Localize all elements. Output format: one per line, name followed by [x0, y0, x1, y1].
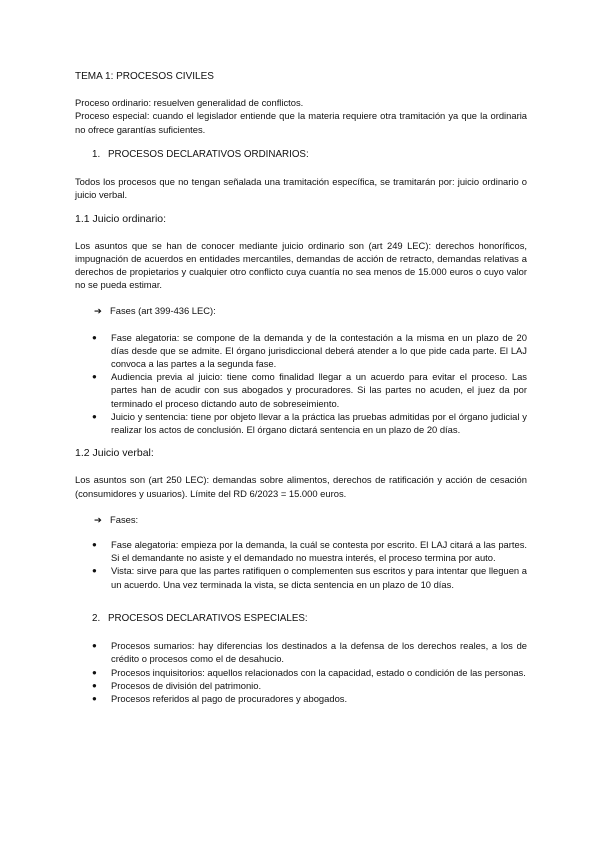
- paragraph-section1: Todos los procesos que no tengan señalada una tramitación específica, se tramitarán por: juicio ordinario o juicio verbal.: [75, 176, 527, 201]
- list-item: ● Fase alegatoria: se compone de la demanda y de la contestación a la misma en un plazo de 20 días desde que se admite. El órgano jurisdiccional deberá atender a lo que pide cada parte. El LAJ convoca a las partes a la segunda fase.: [92, 331, 527, 370]
- bullet-icon: ●: [92, 411, 97, 421]
- document-content: [75, 70, 527, 705]
- list-item: ● Audiencia previa al juicio: tiene como finalidad llegar a un acuerdo para evitar el proceso. Las partes han de acudir con sus abogados y procuradores. Si las partes no acuden, el juez da por terminado el proceso dictando auto de sobreseimiento.: [92, 371, 527, 409]
- section-heading-2: [75, 612, 527, 625]
- bullet-icon: ●: [92, 372, 97, 382]
- bullet-icon: ●: [92, 566, 97, 576]
- section-title: PROCESOS DECLARATIVOS ORDINARIOS:: [108, 148, 309, 160]
- list-item: ● Procesos inquisitorios: aquellos relacionados con la capacidad, estado o condición de las personas.: [92, 666, 526, 678]
- section-number: 2.: [92, 612, 101, 624]
- bullet-icon: ●: [92, 693, 97, 703]
- document-title: TEMA 1: PROCESOS CIVILES: [75, 71, 214, 82]
- bullet-icon: ●: [92, 332, 97, 342]
- fases-list-ordinario: [75, 331, 527, 437]
- paragraph-juicio-ordinario: Los asuntos que se han de conocer mediante juicio ordinario son (art 249 LEC): derechos honoríficos, impugnación de acuerdos en entidades mercantiles, demandas de acción de retracto, demandas relativas a derechos de propietarios y cualquier otro conflicto cuya cuantía no sea menos de 15.000 euros o cuyo valor no se pueda estimar.: [75, 239, 527, 291]
- list-item: ● Procesos referidos al pago de procuradores y abogados.: [92, 692, 348, 704]
- fases-list-verbal: [75, 538, 527, 591]
- subheading-1-2: 1.2 Juicio verbal:: [75, 447, 154, 460]
- section-number: 1.: [92, 148, 101, 160]
- fases-heading-verbal: [75, 513, 527, 526]
- arrow-icon: ➔: [94, 513, 102, 525]
- arrow-icon: ➔: [94, 305, 102, 317]
- bullet-icon: ●: [92, 641, 97, 651]
- list-item: ● Procesos de división del patrimonio.: [92, 679, 262, 691]
- fases-heading-ordinario: [75, 304, 527, 317]
- paragraph-juicio-verbal: Los asuntos son (art 250 LEC): demandas sobre alimentos, derechos de ratificación y acción de cesación (consumidores y usuarios). Límite del RD 6/2023 = 15.000 euros.: [75, 474, 527, 499]
- paragraph-intro-ordinario: Proceso ordinario: resuelven generalidad de conflictos.: [75, 97, 304, 109]
- bullet-icon: ●: [92, 540, 97, 550]
- paragraph-intro-especial: Proceso especial: cuando el legislador entiende que la materia requiere otra tramitación ya que la ordinaria no ofrece garantías suficientes.: [75, 110, 527, 135]
- section-title: PROCESOS DECLARATIVOS ESPECIALES:: [108, 612, 308, 624]
- list-item: ● Juicio y sentencia: tiene por objeto llevar a la práctica las pruebas admitidas por el órgano judicial y realizar los actos de conclusión. El órgano dictará sentencia en un plazo de 20 días.: [92, 410, 527, 436]
- especiales-list: [75, 639, 527, 705]
- fases-label: Fases (art 399-436 LEC):: [110, 305, 216, 317]
- section-heading-1: [75, 148, 527, 161]
- list-item: ● Vista: sirve para que las partes ratifiquen o complementen sus escritos y para intentar que lleguen a un acuerdo. Una vez terminada la vista, se dicta sentencia en un plazo de 10 días.: [92, 565, 527, 590]
- subheading-1-1: 1.1 Juicio ordinario:: [75, 213, 167, 226]
- list-item: ● Fase alegatoria: empieza por la demanda, la cuál se contesta por escrito. El LAJ citará a las partes. Si el demandante no asiste y el demandado no muestra interés, el proceso termina por auto.: [92, 539, 527, 564]
- fases-label: Fases:: [110, 513, 139, 525]
- bullet-icon: ●: [92, 680, 97, 690]
- bullet-icon: ●: [92, 667, 97, 677]
- list-item: ● Procesos sumarios: hay diferencias los destinados a la defensa de los derechos reales, a los de crédito o procesos como el de desahucio.: [92, 640, 527, 665]
